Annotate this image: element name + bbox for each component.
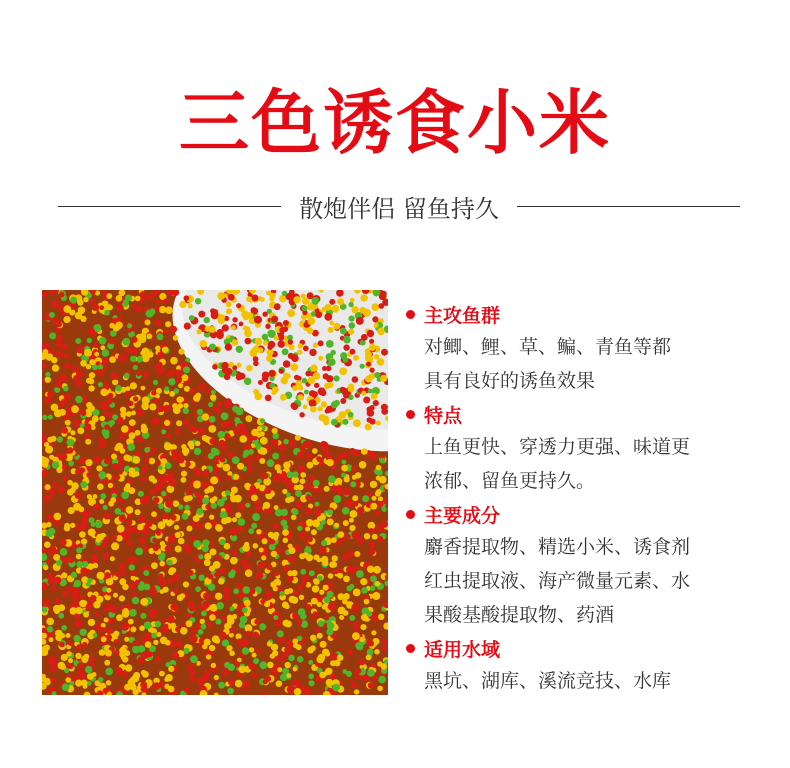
bullet-icon <box>406 410 415 419</box>
feature-title: 主要成分 <box>424 504 501 527</box>
feature-ingredients <box>406 498 766 632</box>
feature-line: 具有良好的诱鱼效果 <box>424 370 596 392</box>
subtitle: 散炮伴侣 留鱼持久 <box>299 194 499 223</box>
subtitle-row <box>58 186 740 226</box>
feature-line: 果酸基酸提取物、药酒 <box>424 604 615 626</box>
feature-title: 适用水域 <box>424 638 501 661</box>
feature-line: 红虫提取液、海产微量元素、水 <box>424 570 691 592</box>
feature-line: 黑坑、湖库、溪流竞技、水库 <box>424 670 672 692</box>
bullet-icon <box>406 644 415 653</box>
product-photo <box>42 290 388 695</box>
feature-line: 麝香提取物、精选小米、诱食剂 <box>424 536 691 558</box>
feature-title: 特点 <box>424 404 463 427</box>
feature-line: 上鱼更快、穿透力更强、味道更 <box>424 436 691 458</box>
feature-title: 主攻鱼群 <box>424 304 501 327</box>
divider-left <box>58 206 281 207</box>
feature-characteristics <box>406 398 766 498</box>
divider-right <box>517 206 740 207</box>
feature-line: 对鲫、鲤、草、鳊、青鱼等都 <box>424 336 672 358</box>
feature-line: 浓郁、留鱼更持久。 <box>424 470 596 492</box>
bullet-icon <box>406 310 415 319</box>
page-title: 三色诱食小米 <box>179 82 611 164</box>
millet-grains-image <box>42 290 388 695</box>
feature-waters <box>406 632 766 698</box>
feature-list <box>406 298 766 698</box>
bullet-icon <box>406 510 415 519</box>
feature-target-fish <box>406 298 766 398</box>
